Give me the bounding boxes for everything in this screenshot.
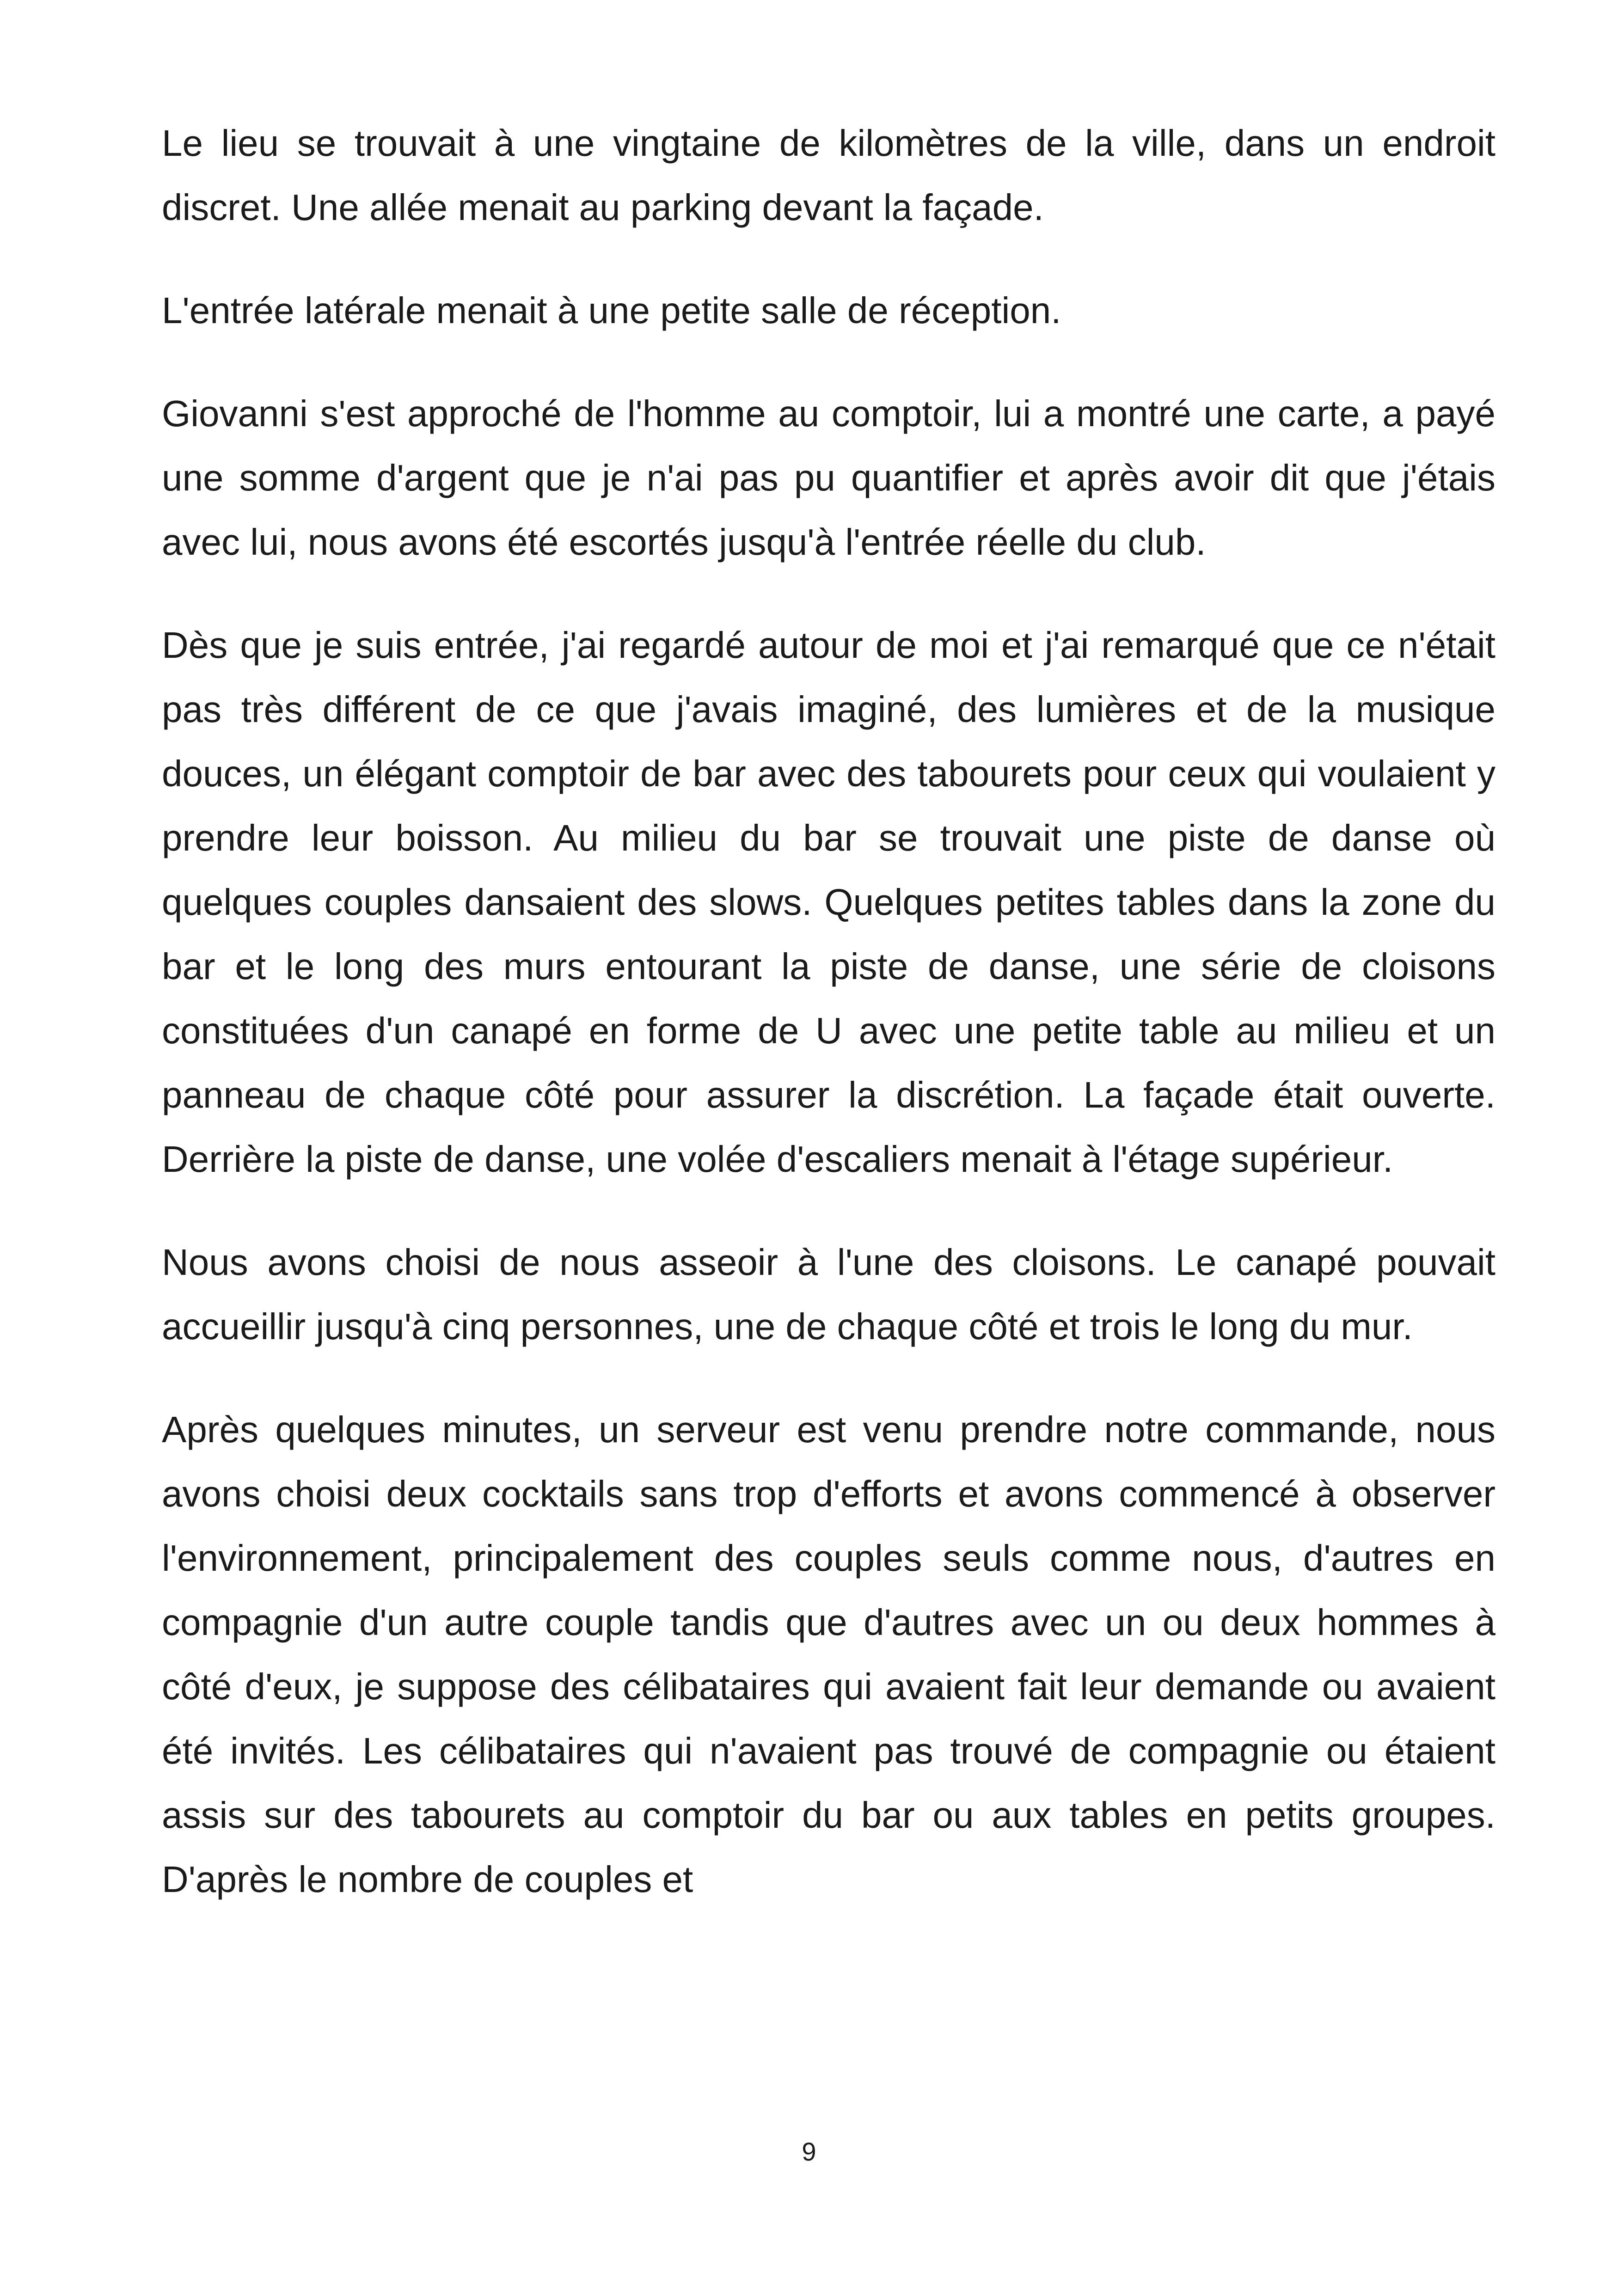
- body-text: [162, 111, 1495, 1950]
- paragraph-5: Nous avons choisi de nous asseoir à l'une des cloisons. Le canapé pouvait accueillir jusqu'à cinq personnes, une de chaque côté et trois le long du mur.: [162, 1242, 1495, 1347]
- page-number: 9: [802, 2137, 816, 2166]
- paragraph-2: L'entrée latérale menait à une petite salle de réception.: [162, 290, 1061, 331]
- paragraph-6: Après quelques minutes, un serveur est venu prendre notre commande, nous avons choisi deux cocktails sans trop d'efforts et avons commencé à observer l'environnement, principalement des couples seuls comme nous, d'autres en compagnie d'un autre couple tandis que d'autres avec un ou deux hommes à côté d'eux, je suppose des célibataires qui avaient fait leur demande ou avaient été invités. Les célibataires qui n'avaient pas trouvé de compagnie ou étaient assis sur des tabourets au comptoir du bar ou aux tables en petits groupes. D'après le nombre de couples et: [162, 1409, 1495, 1900]
- paragraph-1: Le lieu se trouvait à une vingtaine de kilomètres de la ville, dans un endroit discret. Une allée menait au parking devant la façade.: [162, 122, 1495, 228]
- paragraph-3: Giovanni s'est approché de l'homme au comptoir, lui a montré une carte, a payé une somme d'argent que je n'ai pas pu quantifier et après avoir dit que j'étais avec lui, nous avons été escortés jusqu'à l'entrée réelle du club.: [162, 393, 1495, 563]
- paragraph-4: Dès que je suis entrée, j'ai regardé autour de moi et j'ai remarqué que ce n'était pas très différent de ce que j'avais imaginé, des lumières et de la musique douces, un élégant comptoir de bar avec des tabourets pour ceux qui voulaient y prendre leur boisson. Au milieu du bar se trouvait une piste de danse où quelques couples dansaient des slows. Quelques petites tables dans la zone du bar et le long des murs entourant la piste de danse, une série de cloisons constituées d'un canapé en forme de U avec une petite table au milieu et un panneau de chaque côté pour assurer la discrétion. La façade était ouverte. Derrière la piste de danse, une volée d'escaliers menait à l'étage supérieur.: [162, 625, 1495, 1180]
